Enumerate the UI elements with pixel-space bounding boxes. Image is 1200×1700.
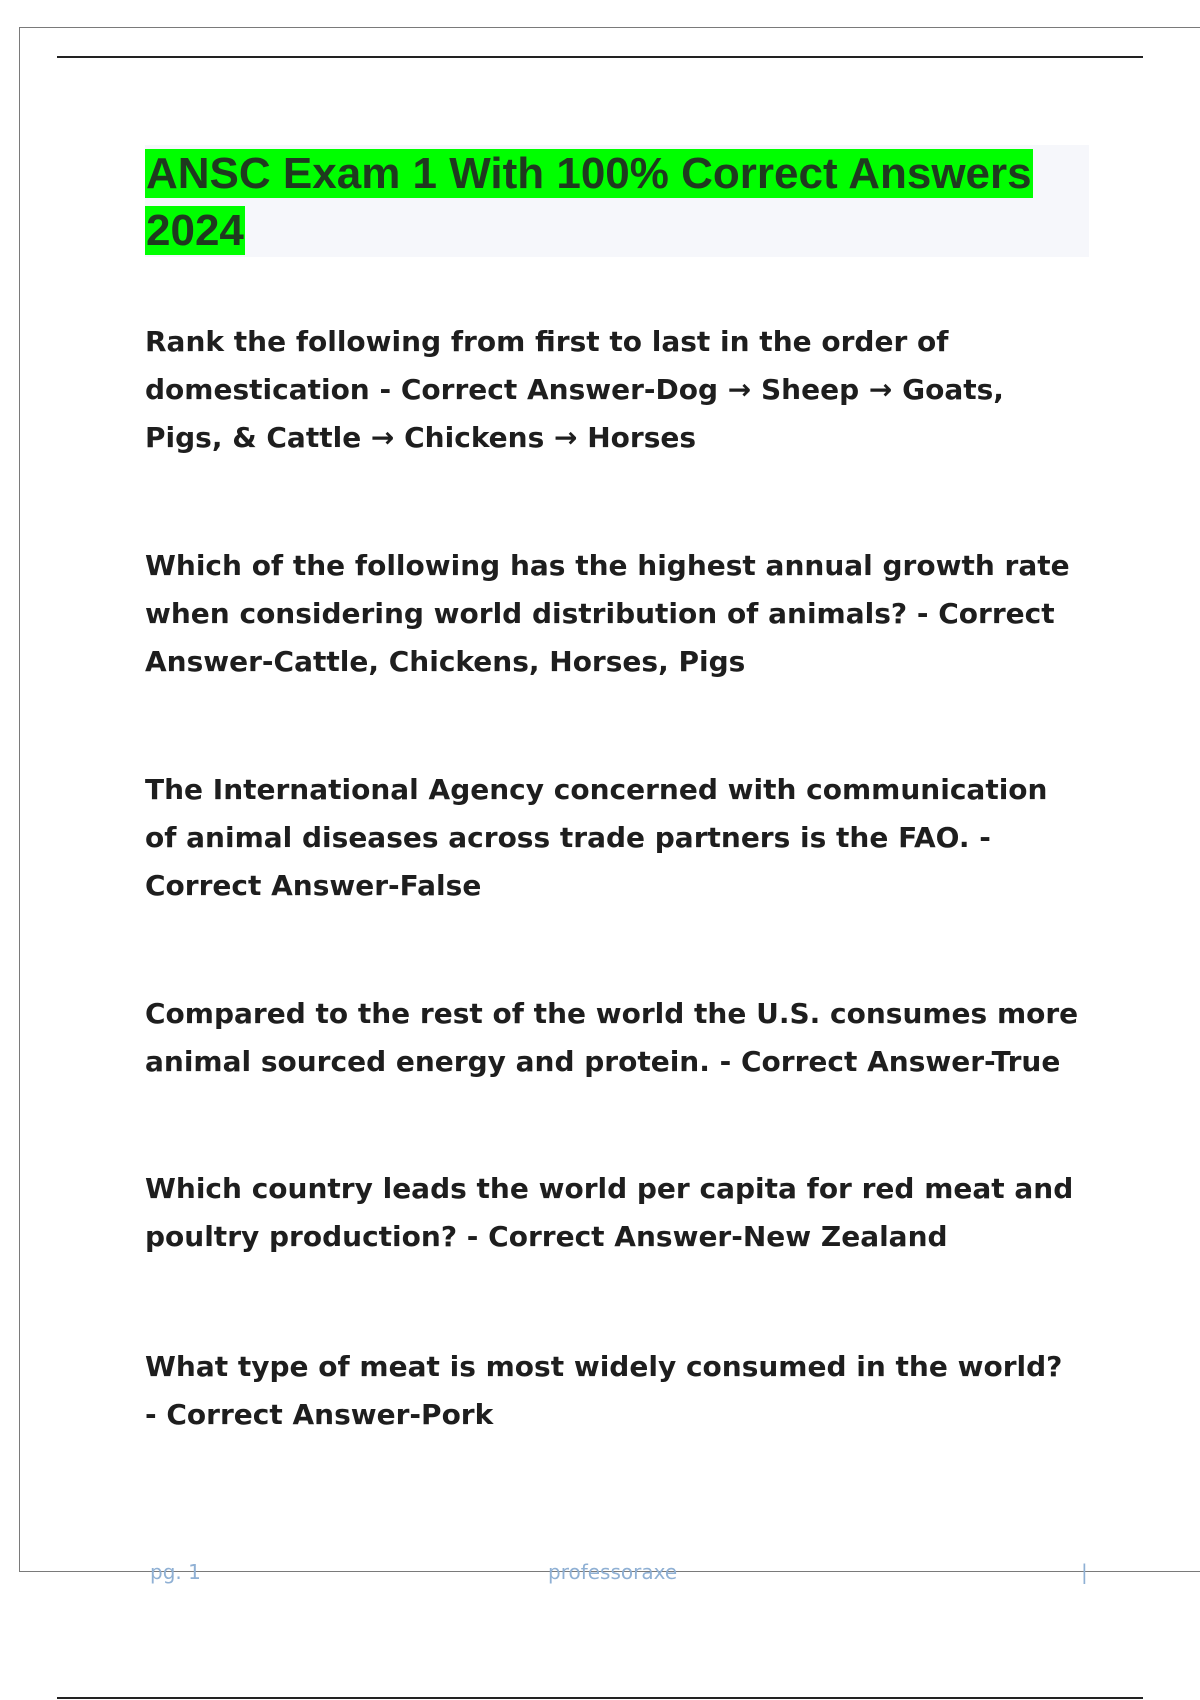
footer-page-number: pg. 1 bbox=[150, 1560, 201, 1584]
title-block bbox=[145, 145, 1089, 257]
qa-item bbox=[145, 318, 1080, 462]
qa-text: Compared to the rest of the world the U.S. consumes more animal sourced energy and protein. - Correct Answer-True bbox=[145, 997, 1079, 1078]
qa-item bbox=[145, 1165, 1080, 1261]
title-highlight: ANSC Exam 1 With 100% Correct Answers 2024 bbox=[146, 149, 1032, 255]
qa-text: Which country leads the world per capita for red meat and poultry production? - Correct Answer-New Zealand bbox=[145, 1172, 1074, 1253]
qa-item bbox=[145, 542, 1080, 686]
footer-site-name: professoraxe bbox=[548, 1560, 678, 1584]
qa-text: What type of meat is most widely consumed in the world? - Correct Answer-Pork bbox=[145, 1350, 1063, 1431]
document-title bbox=[145, 145, 1089, 259]
qa-text: Which of the following has the highest annual growth rate when considering world distribution of animals? - Correct Answer-Cattle, Chickens, Horses, Pigs bbox=[145, 549, 1070, 678]
top-rule bbox=[57, 56, 1143, 58]
qa-text: The International Agency concerned with communication of animal diseases across trade partners is the FAO. - Correct Answer-False bbox=[145, 773, 1048, 902]
qa-item bbox=[145, 1343, 1080, 1439]
qa-text: Rank the following from first to last in the order of domestication - Correct Answer-Dog → Sheep → Goats, Pigs, & Cattle → Chickens → Horses bbox=[145, 325, 1004, 454]
bottom-rule bbox=[57, 1697, 1143, 1699]
footer-separator: | bbox=[1081, 1560, 1088, 1584]
qa-item bbox=[145, 990, 1080, 1086]
qa-item bbox=[145, 766, 1080, 910]
